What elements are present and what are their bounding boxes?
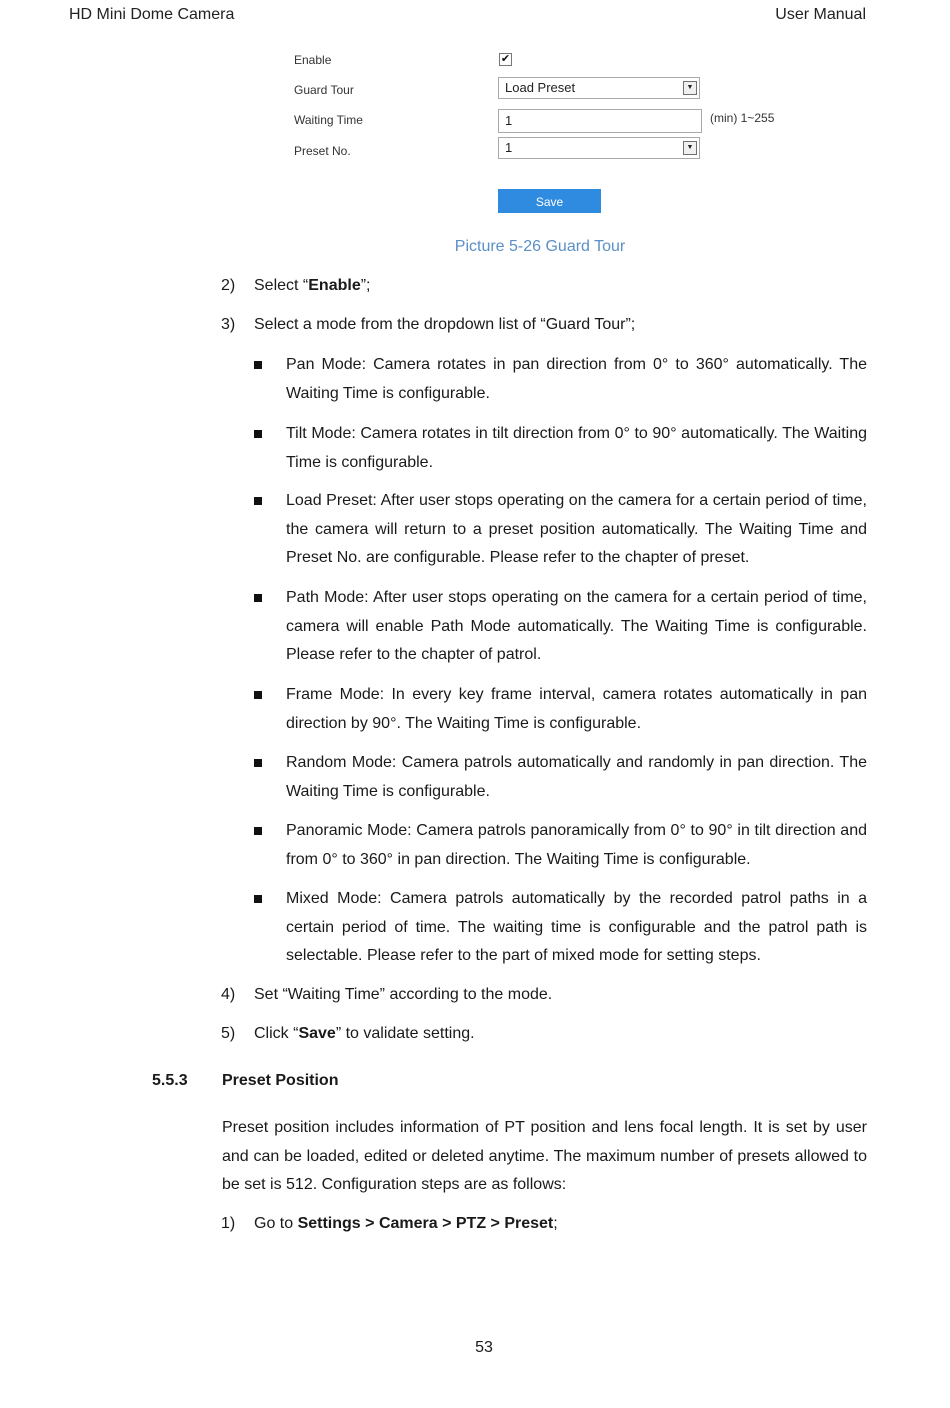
step-text: Set “Waiting Time” according to the mode.	[254, 986, 553, 1003]
bullet-path-mode: Path Mode: After user stops operating on the camera for a certain period of time, camera will enable Path Mode automatically. The Waiting Time is configurable. Please refer to the chapter of patrol.	[286, 589, 867, 663]
bullet-load-preset: Load Preset: After user stops operating on the camera for a certain period of time, the camera will return to a preset position automatically. The Waiting Time and Preset No. are configurable. Please refer to the chapter of preset.	[286, 492, 867, 566]
menu-path-separator: >	[486, 1215, 505, 1232]
waiting-time-label: Waiting Time	[294, 113, 363, 127]
step-number: 1)	[221, 1215, 236, 1232]
section-title: Preset Position	[222, 1072, 339, 1089]
menu-path-separator: >	[437, 1215, 456, 1232]
bullet-square-icon	[254, 759, 262, 767]
bullet-mixed-mode: Mixed Mode: Camera patrols automatically by the recorded patrol paths in a certain period of time. The waiting time is configurable and the patrol path is selectable. Please refer to the part of mixed mode for setting steps.	[286, 890, 867, 964]
header-right: User Manual	[775, 6, 866, 23]
step-text	[254, 1215, 558, 1233]
preset-no-label: Preset No.	[294, 144, 351, 158]
enable-checkbox[interactable]: ✔	[500, 53, 511, 65]
bullet-panoramic-mode: Panoramic Mode: Camera patrols panoramically from 0° to 90° in tilt direction and from 0° to 360° in pan direction. The Waiting Time is configurable.	[286, 822, 867, 868]
step-text-bold: Save	[298, 1025, 336, 1042]
step-number: 2)	[221, 277, 236, 294]
guard-tour-label: Guard Tour	[294, 83, 354, 97]
chevron-down-icon: ▼	[683, 141, 697, 155]
menu-path-settings: Settings	[297, 1215, 361, 1232]
bullet-tilt-mode: Tilt Mode: Camera rotates in tilt direction from 0° to 90° automatically. The Waiting Time is configurable.	[286, 425, 867, 471]
menu-path-camera: Camera	[378, 1215, 438, 1232]
chevron-down-icon: ▼	[683, 81, 697, 95]
bullet-random-mode: Random Mode: Camera patrols automatically and randomly in pan direction. The Waiting Time is configurable.	[286, 754, 867, 800]
step-text	[254, 277, 371, 295]
menu-path-separator: >	[360, 1215, 379, 1232]
step-text-pre: Go to	[254, 1215, 298, 1232]
step-text-post: ” to validate setting.	[335, 1025, 475, 1042]
step-text	[254, 1025, 475, 1043]
step-text-post: ;	[553, 1215, 558, 1232]
step-number: 4)	[221, 986, 236, 1003]
enable-label: Enable	[294, 53, 332, 67]
menu-path-preset: Preset	[504, 1215, 554, 1232]
menu-path-ptz: PTZ	[455, 1215, 487, 1232]
bullet-square-icon	[254, 497, 262, 505]
step-number: 5)	[221, 1025, 236, 1042]
bullet-square-icon	[254, 895, 262, 903]
bullet-square-icon	[254, 594, 262, 602]
header-left: HD Mini Dome Camera	[69, 6, 235, 23]
step-text: Select a mode from the dropdown list of “Guard Tour”;	[254, 316, 636, 333]
bullet-frame-mode: Frame Mode: In every key frame interval, camera rotates automatically in pan direction by 90°. The Waiting Time is configurable.	[286, 686, 867, 732]
waiting-time-unit: (min) 1~255	[710, 111, 775, 125]
bullet-square-icon	[254, 827, 262, 835]
waiting-time-input[interactable]: 1	[498, 109, 702, 133]
preset-no-select[interactable]	[498, 137, 700, 159]
step-text-bold: Enable	[308, 277, 361, 294]
bullet-square-icon	[254, 430, 262, 438]
bullet-square-icon	[254, 361, 262, 369]
bullet-square-icon	[254, 691, 262, 699]
preset-no-value: 1	[505, 140, 513, 155]
save-button[interactable]: Save	[498, 189, 601, 213]
step-text-pre: Click “	[254, 1025, 299, 1042]
guard-tour-value: Load Preset	[505, 80, 576, 95]
guard-tour-select[interactable]	[498, 77, 700, 99]
section-paragraph: Preset position includes information of PT position and lens focal length. It is set by user and can be loaded, edited or deleted anytime. The maximum number of presets allowed to be set is 512. Configuration steps are as follows:	[222, 1119, 867, 1193]
bullet-pan-mode: Pan Mode: Camera rotates in pan direction from 0° to 360° automatically. The Waiting Time is configurable.	[286, 356, 867, 402]
figure-caption: Picture 5-26 Guard Tour	[454, 238, 626, 255]
step-text-post: ”;	[360, 277, 371, 294]
page-number: 53	[475, 1339, 493, 1356]
section-number: 5.5.3	[152, 1072, 188, 1089]
step-number: 3)	[221, 316, 236, 333]
step-text-pre: Select “	[254, 277, 309, 294]
